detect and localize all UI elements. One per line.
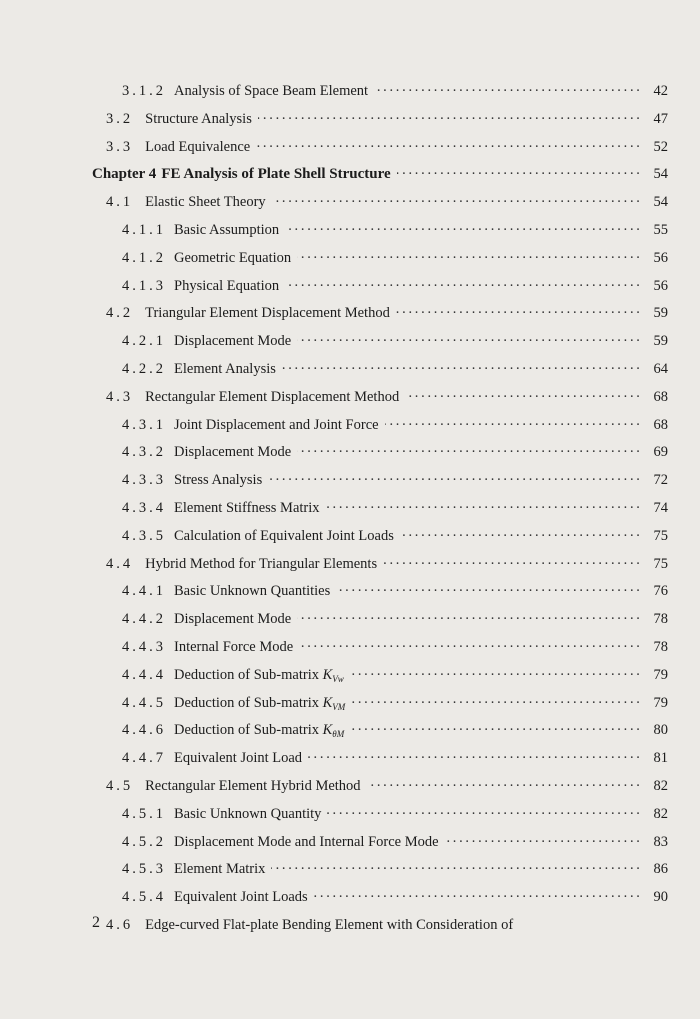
toc-entry-number: 4.5 (106, 777, 134, 794)
toc-entry[interactable] (0, 189, 700, 217)
toc-entry-page: 54 (653, 166, 668, 183)
toc-entry-page: 75 (653, 555, 668, 572)
toc-entry-title: Analysis of Space Beam Element (174, 83, 369, 99)
toc-entry[interactable] (0, 634, 700, 662)
toc-entry[interactable] (0, 439, 700, 467)
toc-entry-page: 90 (653, 889, 668, 906)
toc-entry-page: 78 (653, 638, 668, 655)
toc-entry-number: 4.4.4 (122, 666, 166, 683)
toc-entry-title: Hybrid Method for Triangular Elements (145, 555, 378, 572)
toc-entry-title: Internal Force Mode (174, 638, 294, 655)
toc-entry-text (122, 273, 285, 301)
toc-entry-number: 4.4 (106, 555, 134, 572)
matrix-symbol: K (322, 722, 333, 739)
toc-entry-page: 47 (653, 110, 668, 127)
matrix-symbol: K (322, 694, 333, 711)
dot-leader (285, 273, 642, 301)
table-of-contents (0, 78, 700, 940)
dot-leader (256, 134, 642, 162)
toc-entry-title: FE Analysis of Plate Shell Structure (161, 166, 391, 183)
dot-leader (282, 356, 642, 384)
dot-leader (396, 300, 642, 328)
dot-leader (297, 606, 642, 634)
dot-leader (271, 856, 642, 884)
dot-leader (350, 662, 642, 690)
dot-leader (351, 690, 642, 718)
dot-leader (350, 717, 642, 745)
toc-entry-page: 68 (653, 416, 668, 433)
dot-leader (367, 773, 642, 801)
toc-entry-page: 64 (653, 360, 668, 377)
toc-entry-text (122, 495, 326, 523)
toc-entry[interactable] (0, 551, 700, 579)
toc-entry-number: 4.2 (106, 305, 134, 322)
toc-entry-number: Chapter 4 (92, 166, 157, 183)
toc-entry-title: Deduction of Sub-matrix (174, 694, 319, 711)
toc-entry-text (122, 745, 308, 773)
toc-entry-title: Stress Analysis (174, 472, 263, 489)
toc-entry-title: Equivalent Joint Loads (174, 889, 308, 906)
toc-entry-text (122, 634, 299, 662)
toc-entry[interactable] (0, 356, 700, 384)
dot-leader (383, 551, 642, 579)
toc-entry[interactable] (0, 912, 700, 940)
toc-entry-number: 4.3.5 (122, 527, 166, 544)
toc-entry[interactable] (0, 467, 700, 495)
toc-entry[interactable] (0, 495, 700, 523)
dot-leader (297, 245, 642, 273)
toc-entry-number: 4.3.1 (122, 416, 166, 433)
toc-entry-page: 59 (653, 305, 668, 322)
matrix-subscript: θM (332, 729, 345, 740)
toc-entry-text (122, 328, 297, 356)
dot-leader (336, 578, 642, 606)
toc-entry-title: Displacement Mode and Internal Force Mode (174, 833, 439, 850)
toc-entry-page: 42 (653, 83, 668, 99)
dot-leader (326, 495, 642, 523)
dot-leader (405, 384, 642, 412)
toc-entry-text (106, 134, 256, 162)
toc-entry[interactable] (0, 217, 700, 245)
toc-entry-text (106, 384, 405, 412)
dot-leader (445, 829, 642, 857)
toc-entry[interactable] (0, 884, 700, 912)
toc-entry[interactable] (0, 78, 700, 106)
toc-entry-title: Joint Displacement and Joint Force (174, 416, 379, 433)
toc-entry-number: 4.6 (106, 916, 134, 933)
toc-entry-number: 4.1.3 (122, 277, 166, 294)
toc-entry-page: 82 (653, 805, 668, 822)
toc-entry-page: 56 (653, 249, 668, 266)
toc-entry-title: Physical Equation (174, 277, 280, 294)
dot-leader (314, 884, 642, 912)
page-number: 2 (92, 914, 100, 931)
toc-entry-page: 54 (653, 194, 668, 211)
toc-entry[interactable] (0, 606, 700, 634)
toc-entry-page: 79 (653, 694, 668, 711)
toc-entry-text (122, 412, 385, 440)
toc-entry-number: 4.2.2 (122, 360, 166, 377)
dot-leader (297, 328, 642, 356)
toc-entry-page: 80 (653, 722, 668, 739)
toc-entry-title: Basic Unknown Quantities (174, 583, 331, 600)
toc-entry-page: 76 (653, 583, 668, 600)
toc-entry-title: Element Stiffness Matrix (174, 499, 320, 516)
toc-entry-text (122, 606, 297, 634)
toc-entry[interactable] (0, 300, 700, 328)
toc-entry-number: 3.2 (106, 110, 134, 127)
dot-leader (308, 745, 642, 773)
toc-entry-page: 56 (653, 277, 668, 294)
toc-entry[interactable] (0, 745, 700, 773)
toc-entry-title: Triangular Element Displacement Method (145, 305, 390, 322)
toc-entry-page: 55 (653, 221, 668, 238)
toc-entry[interactable] (0, 829, 700, 857)
toc-entry-number: 4.4.5 (122, 694, 166, 711)
toc-entry-page: 52 (653, 138, 668, 155)
dot-leader (400, 523, 642, 551)
toc-entry[interactable] (0, 245, 700, 273)
toc-entry-number: 4.4.6 (122, 722, 166, 739)
matrix-subscript: VM (332, 701, 346, 712)
toc-entry[interactable] (0, 662, 700, 690)
dot-leader (299, 634, 642, 662)
toc-entry-title: Deduction of Sub-matrix (174, 722, 319, 739)
toc-entry-text (122, 245, 297, 273)
toc-entry-number: 4.3.3 (122, 472, 166, 489)
toc-entry-page: 86 (653, 861, 668, 878)
toc-entry[interactable] (0, 106, 700, 134)
toc-entry-page: 83 (653, 833, 668, 850)
toc-entry[interactable] (0, 856, 700, 884)
toc-entry[interactable] (0, 578, 700, 606)
toc-entry-title: Rectangular Element Hybrid Method (145, 777, 361, 794)
toc-entry-title: Element Analysis (174, 360, 276, 377)
toc-entry-text (122, 217, 285, 245)
toc-entry-page: 82 (653, 777, 668, 794)
toc-entry-number: 4.1.1 (122, 221, 166, 238)
toc-entry-number: 4.2.1 (122, 333, 166, 350)
toc-entry-text (122, 78, 374, 106)
toc-entry-text (106, 300, 396, 328)
toc-entry-title: Equivalent Joint Load (174, 750, 303, 767)
toc-entry-number: 4.5.4 (122, 889, 166, 906)
toc-entry[interactable] (0, 412, 700, 440)
toc-entry-page: 75 (653, 527, 668, 544)
toc-entry-text (122, 829, 445, 857)
toc-entry-number: 4.5.3 (122, 861, 166, 878)
toc-entry-text (122, 578, 336, 606)
toc-entry-title: Rectangular Element Displacement Method (145, 388, 400, 405)
toc-entry-text (122, 523, 400, 551)
toc-entry-title: Geometric Equation (174, 249, 292, 266)
toc-entry[interactable] (0, 690, 700, 718)
toc-entry-number: 3.1.2 (122, 83, 166, 99)
toc-entry-title: Displacement Mode (174, 611, 292, 628)
toc-entry-page: 59 (653, 333, 668, 350)
toc-entry-number: 4.1.2 (122, 249, 166, 266)
toc-entry-text (122, 884, 314, 912)
toc-entry[interactable] (0, 801, 700, 829)
toc-entry-title: Displacement Mode (174, 333, 292, 350)
toc-entry-page: 78 (653, 611, 668, 628)
toc-entry-page: 72 (653, 472, 668, 489)
toc-entry-text (106, 551, 383, 579)
dot-leader (285, 217, 642, 245)
dot-leader (327, 801, 642, 829)
toc-entry-title: Deduction of Sub-matrix (174, 666, 319, 683)
toc-entry-text (122, 467, 268, 495)
toc-entry-text (106, 189, 272, 217)
toc-entry-text (122, 801, 327, 829)
toc-entry-page: 68 (653, 388, 668, 405)
toc-entry-title: Displacement Mode (174, 444, 292, 461)
toc-entry-text (106, 773, 367, 801)
toc-entry-number: 4.5.2 (122, 833, 166, 850)
toc-entry-page: 79 (653, 666, 668, 683)
toc-entry-text (122, 439, 297, 467)
dot-leader (385, 412, 642, 440)
toc-entry[interactable] (0, 134, 700, 162)
toc-entry-text (122, 356, 282, 384)
dot-leader (272, 189, 642, 217)
toc-entry-number: 4.3.4 (122, 499, 166, 516)
toc-entry[interactable] (0, 384, 700, 412)
toc-entry-number: 4.4.7 (122, 750, 166, 767)
dot-leader (268, 467, 642, 495)
toc-entry-number: 4.5.1 (122, 805, 166, 822)
toc-entry[interactable] (0, 717, 700, 745)
matrix-symbol: K (322, 666, 333, 683)
toc-entry-text (106, 106, 258, 134)
toc-entry-text (106, 912, 519, 940)
toc-entry-title: Basic Unknown Quantity (174, 805, 322, 822)
toc-entry-number: 4.3.2 (122, 444, 166, 461)
dot-leader (397, 161, 642, 189)
toc-entry-text (92, 161, 397, 189)
dot-leader (374, 78, 642, 106)
toc-entry[interactable] (0, 161, 700, 189)
toc-entry[interactable] (0, 328, 700, 356)
toc-entry-title: Basic Assumption (174, 221, 280, 238)
dot-leader (297, 439, 642, 467)
toc-entry-title: Edge-curved Flat-plate Bending Element with Consideration of (145, 916, 514, 933)
toc-entry[interactable] (0, 273, 700, 301)
toc-entry[interactable] (0, 523, 700, 551)
toc-entry-page: 74 (653, 499, 668, 516)
toc-entry-page: 69 (653, 444, 668, 461)
toc-entry-title: Calculation of Equivalent Joint Loads (174, 527, 394, 544)
dot-leader (258, 106, 642, 134)
toc-entry-number: 4.1 (106, 194, 134, 211)
toc-entry-text (122, 856, 271, 884)
toc-entry-number: 4.4.2 (122, 611, 166, 628)
toc-entry-title: Element Matrix (174, 861, 266, 878)
toc-entry[interactable] (0, 773, 700, 801)
matrix-subscript: Vw (332, 673, 344, 684)
toc-entry-number: 4.4.3 (122, 638, 166, 655)
toc-entry-page: 81 (653, 750, 668, 767)
toc-entry-title: Load Equivalence (145, 138, 251, 155)
toc-entry-number: 4.4.1 (122, 583, 166, 600)
toc-entry-title: Structure Analysis (145, 110, 252, 127)
toc-entry-title: Elastic Sheet Theory (145, 194, 266, 211)
toc-entry-number: 4.3 (106, 388, 134, 405)
toc-entry-number: 3.3 (106, 138, 134, 155)
